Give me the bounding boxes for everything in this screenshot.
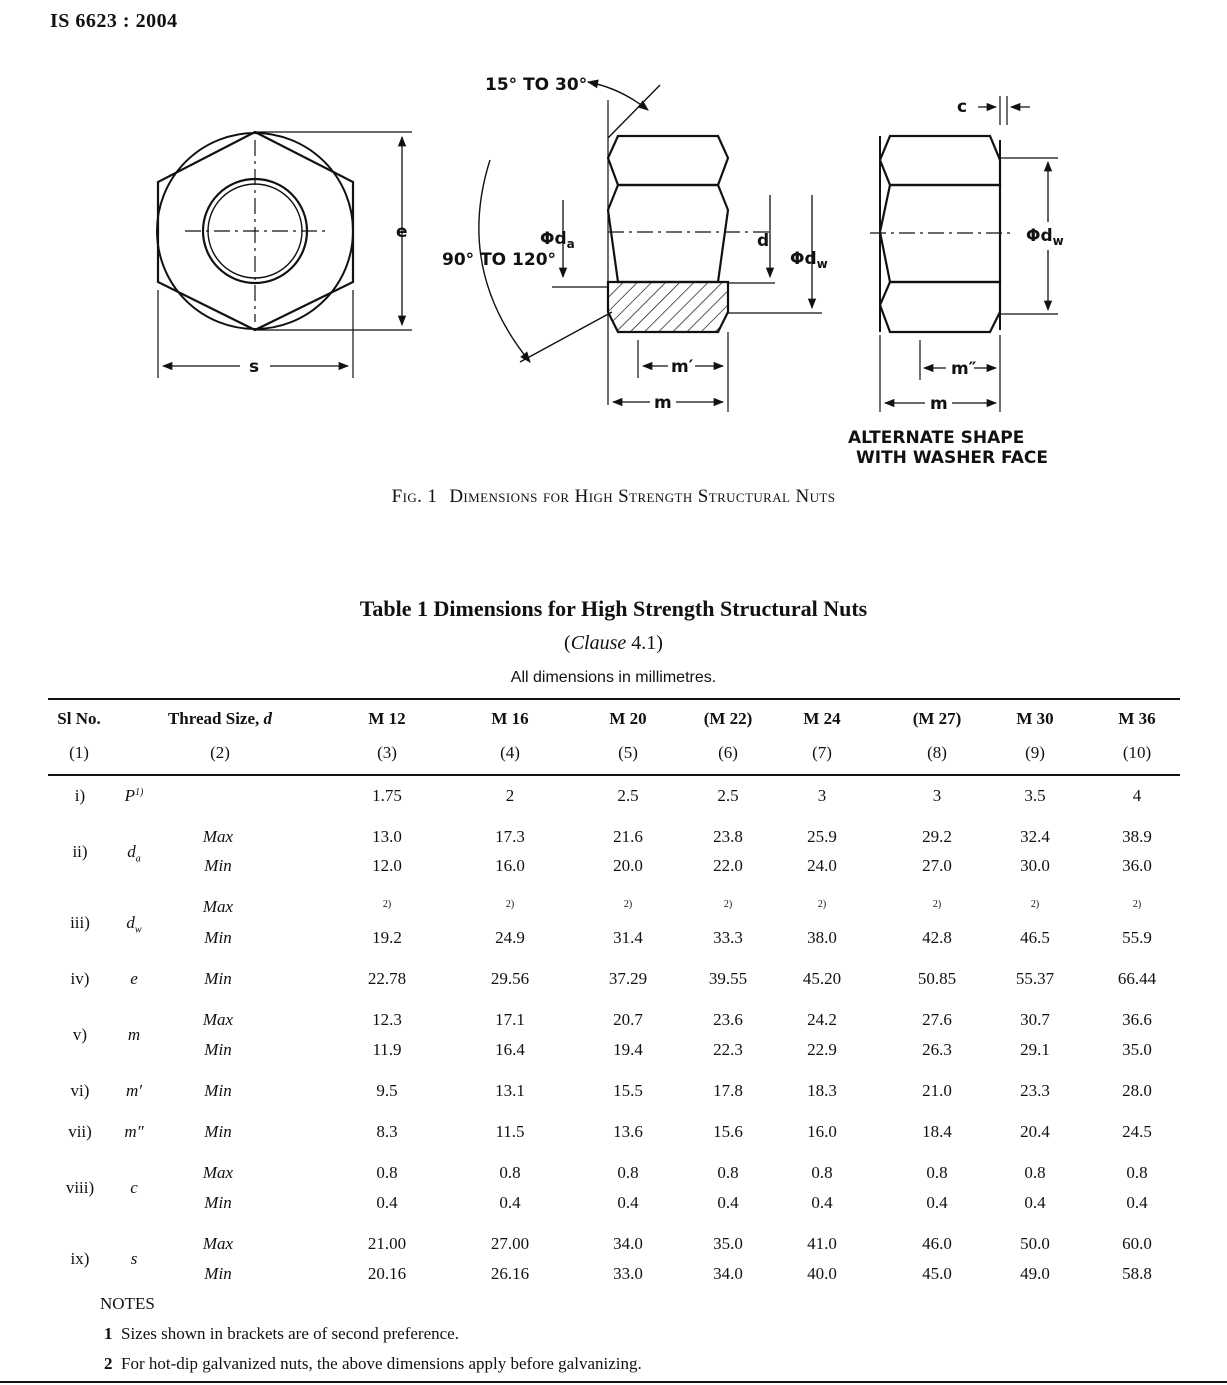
table-cell: 25.9 <box>807 827 837 846</box>
table-cell: 19.2 <box>372 928 402 947</box>
table-cell: 36.0 <box>1122 856 1152 875</box>
table-cell: 58.8 <box>1122 1264 1152 1283</box>
table-cell: 60.0 <box>1122 1234 1152 1253</box>
table-cell: 2) <box>932 899 942 910</box>
table-cell: 0.4 <box>617 1193 639 1212</box>
clause-number: 4.1 <box>631 632 657 654</box>
table-cell: 24.2 <box>807 1010 837 1029</box>
table-cell: 23.8 <box>713 827 743 846</box>
figure-caption-text: Dimensions for High Strength Structural Nuts <box>449 486 836 507</box>
table-cell: 0.4 <box>717 1193 739 1212</box>
label-m-prime: m′ <box>671 357 694 377</box>
table-cell: 17.8 <box>713 1081 743 1100</box>
table-cell: 20.7 <box>613 1010 643 1029</box>
table-cell: 0.4 <box>811 1193 833 1212</box>
qualifier-min: Min <box>204 1081 232 1100</box>
header-cell: M 20 <box>609 709 647 728</box>
row-symbol: e <box>130 969 138 988</box>
qualifier-min: Min <box>204 1264 232 1283</box>
svg-text:Φdw <box>1026 226 1064 248</box>
row-symbol: c <box>130 1178 138 1197</box>
table-cell: 26.3 <box>922 1040 952 1059</box>
table-cell: 12.0 <box>372 856 402 875</box>
table-cell: 45.0 <box>922 1264 952 1283</box>
table-cell: 26.16 <box>490 1264 530 1283</box>
table-cell: 16.4 <box>495 1040 525 1059</box>
table-cell: 33.3 <box>713 928 743 947</box>
table-header-rule <box>48 774 1180 776</box>
row-number: v) <box>72 1025 88 1044</box>
label-angle-side: 90° TO 120° <box>442 250 557 270</box>
qualifier-max: Max <box>202 1234 234 1253</box>
label-dw-alt: Φd <box>1026 226 1053 246</box>
table-units-note: All dimensions in millimetres. <box>510 669 717 686</box>
label-m-alt: m <box>930 394 948 414</box>
row-number: viii) <box>65 1178 95 1197</box>
table-cell: 49.0 <box>1020 1264 1050 1283</box>
column-number-cell: (7) <box>812 743 832 762</box>
table-cell: 0.4 <box>499 1193 521 1212</box>
table-cell: 2.5 <box>717 786 739 805</box>
table-cell: 13.0 <box>372 827 402 846</box>
label-m: m <box>654 393 672 413</box>
label-alt-shape-line1: ALTERNATE SHAPE <box>848 428 1025 448</box>
svg-text:Φda <box>540 229 575 251</box>
table-cell: 2.5 <box>617 786 639 805</box>
table-cell: 46.5 <box>1020 928 1050 947</box>
table-cell: 27.0 <box>922 856 952 875</box>
table-cell: 27.00 <box>490 1234 530 1253</box>
table-cell: 41.0 <box>807 1234 837 1253</box>
table-cell: 22.9 <box>807 1040 837 1059</box>
table-cell: 0.8 <box>811 1163 833 1182</box>
table-cell: 20.0 <box>613 856 643 875</box>
label-d: d <box>757 231 770 251</box>
table-cell: 22.0 <box>713 856 743 875</box>
table-cell: 0.4 <box>376 1193 398 1212</box>
table-clause: (Clause 4.1) <box>564 632 663 654</box>
label-e: e <box>396 222 408 242</box>
table-cell: 15.6 <box>713 1122 743 1141</box>
table-cell: 8.3 <box>376 1122 398 1141</box>
table-cell: 0.4 <box>1126 1193 1148 1212</box>
label-dw-sub: w <box>816 257 828 271</box>
label-da-sub: a <box>566 237 575 251</box>
table-cell: 46.0 <box>922 1234 952 1253</box>
header-cell: M 30 <box>1016 709 1054 728</box>
table-cell: 0.8 <box>617 1163 639 1182</box>
table-cell: 2) <box>1030 899 1040 910</box>
table-cell: 45.20 <box>802 969 842 988</box>
table-cell: 17.3 <box>495 827 525 846</box>
table-cell: 15.5 <box>613 1081 643 1100</box>
column-number-cell: (6) <box>718 743 738 762</box>
table-cell: 20.16 <box>367 1264 407 1283</box>
qualifier-min: Min <box>204 969 232 988</box>
table-cell: 55.37 <box>1015 969 1055 988</box>
header-cell: (M 22) <box>703 709 753 728</box>
qualifier-max: Max <box>202 1010 234 1029</box>
row-symbol: m <box>127 1025 141 1044</box>
table-cell: 21.00 <box>367 1234 407 1253</box>
qualifier-min: Min <box>204 1193 232 1212</box>
column-number-cell: (9) <box>1025 743 1045 762</box>
table-cell: 18.4 <box>922 1122 952 1141</box>
table-cell: 1.75 <box>372 786 402 805</box>
table-cell: 34.0 <box>713 1264 743 1283</box>
label-da: Φd <box>540 229 567 249</box>
table-cell: 38.9 <box>1122 827 1152 846</box>
header-cell: M 24 <box>803 709 841 728</box>
qualifier-min: Min <box>204 856 232 875</box>
table-cell: 9.5 <box>376 1081 398 1100</box>
table-cell: 50.0 <box>1020 1234 1050 1253</box>
table-cell: 2) <box>817 899 827 910</box>
table-cell: 2) <box>623 899 633 910</box>
table-cell: 24.5 <box>1122 1122 1152 1141</box>
table-cell: 22.3 <box>713 1040 743 1059</box>
row-number: vii) <box>68 1122 92 1141</box>
label-s: s <box>249 357 260 377</box>
qualifier-max: Max <box>202 827 234 846</box>
row-number: iv) <box>70 969 90 988</box>
header-cell: Sl No. <box>57 709 101 728</box>
label-m-dprime: m″ <box>951 359 977 379</box>
table-cell: 32.4 <box>1020 827 1050 846</box>
table-cell: 29.1 <box>1020 1040 1050 1059</box>
column-number-cell: (5) <box>618 743 638 762</box>
note-1: 1 Sizes shown in brackets are of second preference. <box>104 1324 459 1343</box>
table-title: Table 1 Dimensions for High Strength Structural Nuts <box>359 596 868 621</box>
table-cell: 13.1 <box>495 1081 525 1100</box>
table-cell: 11.5 <box>495 1122 525 1141</box>
table-cell: 38.0 <box>807 928 837 947</box>
label-angle-top: 15° TO 30° <box>485 75 588 95</box>
table-cell: 23.3 <box>1020 1081 1050 1100</box>
table-cell: 29.56 <box>490 969 530 988</box>
table-cell: 0.8 <box>926 1163 948 1182</box>
table-cell: 50.85 <box>917 969 957 988</box>
label-dw-alt-sub: w <box>1052 234 1064 248</box>
table-cell: 35.0 <box>1122 1040 1152 1059</box>
qualifier-max: Max <box>202 1163 234 1182</box>
table-cell: 0.8 <box>376 1163 398 1182</box>
label-alt-shape-line2: WITH WASHER FACE <box>856 448 1048 468</box>
table-cell: 19.4 <box>613 1040 643 1059</box>
label-dw: Φd <box>790 249 817 269</box>
table-cell: 3 <box>932 786 942 805</box>
table-cell: 17.1 <box>495 1010 525 1029</box>
row-symbol: s <box>130 1249 138 1268</box>
figure-number: Fig. 1 <box>391 486 438 507</box>
table-cell: 42.8 <box>922 928 952 947</box>
row-symbol: $d_a$ <box>127 841 141 864</box>
table-cell: 39.55 <box>708 969 748 988</box>
page-bottom-rule <box>0 1381 1227 1383</box>
table-cell: 33.0 <box>613 1264 643 1283</box>
label-c: c <box>957 97 968 117</box>
clause-word: Clause <box>570 632 627 654</box>
table-cell: 0.8 <box>499 1163 521 1182</box>
table-cell: 27.6 <box>922 1010 952 1029</box>
table-cell: 24.9 <box>495 928 525 947</box>
table-cell: 2) <box>1132 899 1142 910</box>
table-cell: 18.3 <box>807 1081 837 1100</box>
table-cell: 30.0 <box>1020 856 1050 875</box>
figure-caption <box>0 486 1227 508</box>
table-cell: 28.0 <box>1122 1081 1152 1100</box>
row-symbol: m″ <box>124 1122 144 1141</box>
table-cell: 0.8 <box>1024 1163 1046 1182</box>
table-cell: 16.0 <box>807 1122 837 1141</box>
table-cell: 34.0 <box>613 1234 643 1253</box>
note-2: 2 For hot-dip galvanized nuts, the above dimensions apply before galvanizing. <box>104 1354 642 1373</box>
table-cell: 21.0 <box>922 1081 952 1100</box>
table-cell: 21.6 <box>613 827 643 846</box>
qualifier-min: Min <box>204 1122 232 1141</box>
row-number: ix) <box>70 1249 90 1268</box>
table-cell: 12.3 <box>372 1010 402 1029</box>
svg-text:Φdw <box>790 249 828 271</box>
table-cell: 20.4 <box>1020 1122 1050 1141</box>
qualifier-max: Max <box>202 897 234 916</box>
table-cell: 3.5 <box>1024 786 1046 805</box>
table-cell: 13.6 <box>613 1122 643 1141</box>
table-cell: 31.4 <box>613 928 643 947</box>
table-cell: 2 <box>505 786 515 805</box>
column-number-cell: (2) <box>210 743 230 762</box>
table-cell: 2) <box>382 899 392 910</box>
table-cell: 0.8 <box>1126 1163 1148 1182</box>
row-symbol: m′ <box>126 1081 142 1100</box>
row-symbol: $d_w$ <box>126 912 142 935</box>
row-symbol: $P^{1)}$ <box>124 786 144 805</box>
qualifier-min: Min <box>204 928 232 947</box>
table-cell: 0.4 <box>1024 1193 1046 1212</box>
table-cell: 66.44 <box>1117 969 1157 988</box>
table-cell: 40.0 <box>807 1264 837 1283</box>
header-cell: M 12 <box>368 709 406 728</box>
row-number: ii) <box>72 841 88 861</box>
table-cell: 16.0 <box>495 856 525 875</box>
table-cell: 29.2 <box>922 827 952 846</box>
table-cell: 37.29 <box>608 969 648 988</box>
column-number-cell: (3) <box>377 743 397 762</box>
table-cell: 0.4 <box>926 1193 948 1212</box>
qualifier-min: Min <box>204 1040 232 1059</box>
table-cell: 24.0 <box>807 856 837 875</box>
row-number: iii) <box>70 912 90 932</box>
notes-heading: NOTES <box>100 1294 155 1313</box>
table-cell: 22.78 <box>367 969 407 988</box>
column-number-cell: (4) <box>500 743 520 762</box>
standard-number: IS 6623 : 2004 <box>50 10 178 32</box>
table-cell: 30.7 <box>1020 1010 1050 1029</box>
table-top-rule <box>48 698 1180 700</box>
nut-side-view <box>479 82 822 412</box>
column-number-cell: (1) <box>69 743 89 762</box>
header-cell: (M 27) <box>912 709 962 728</box>
column-number-cell: (8) <box>927 743 947 762</box>
table-cell: 11.9 <box>372 1040 402 1059</box>
table-cell: 2) <box>723 899 733 910</box>
table-cell: 35.0 <box>713 1234 743 1253</box>
nut-dimension-figure <box>0 55 1227 475</box>
table-cell: 4 <box>1132 786 1142 805</box>
header-cell: Thread Size, d <box>167 709 273 728</box>
table-cell: 36.6 <box>1122 1010 1152 1029</box>
table-cell: 2) <box>505 899 515 910</box>
header-cell: M 36 <box>1118 709 1156 728</box>
header-cell: M 16 <box>491 709 529 728</box>
row-number: vi) <box>70 1081 90 1100</box>
row-number: i) <box>74 786 86 805</box>
table-cell: 55.9 <box>1122 928 1152 947</box>
table-cell: 23.6 <box>713 1010 743 1029</box>
table-cell: 0.8 <box>717 1163 739 1182</box>
column-number-cell: (10) <box>1122 743 1152 762</box>
hex-top-view <box>157 132 412 378</box>
table-cell: 3 <box>817 786 827 805</box>
